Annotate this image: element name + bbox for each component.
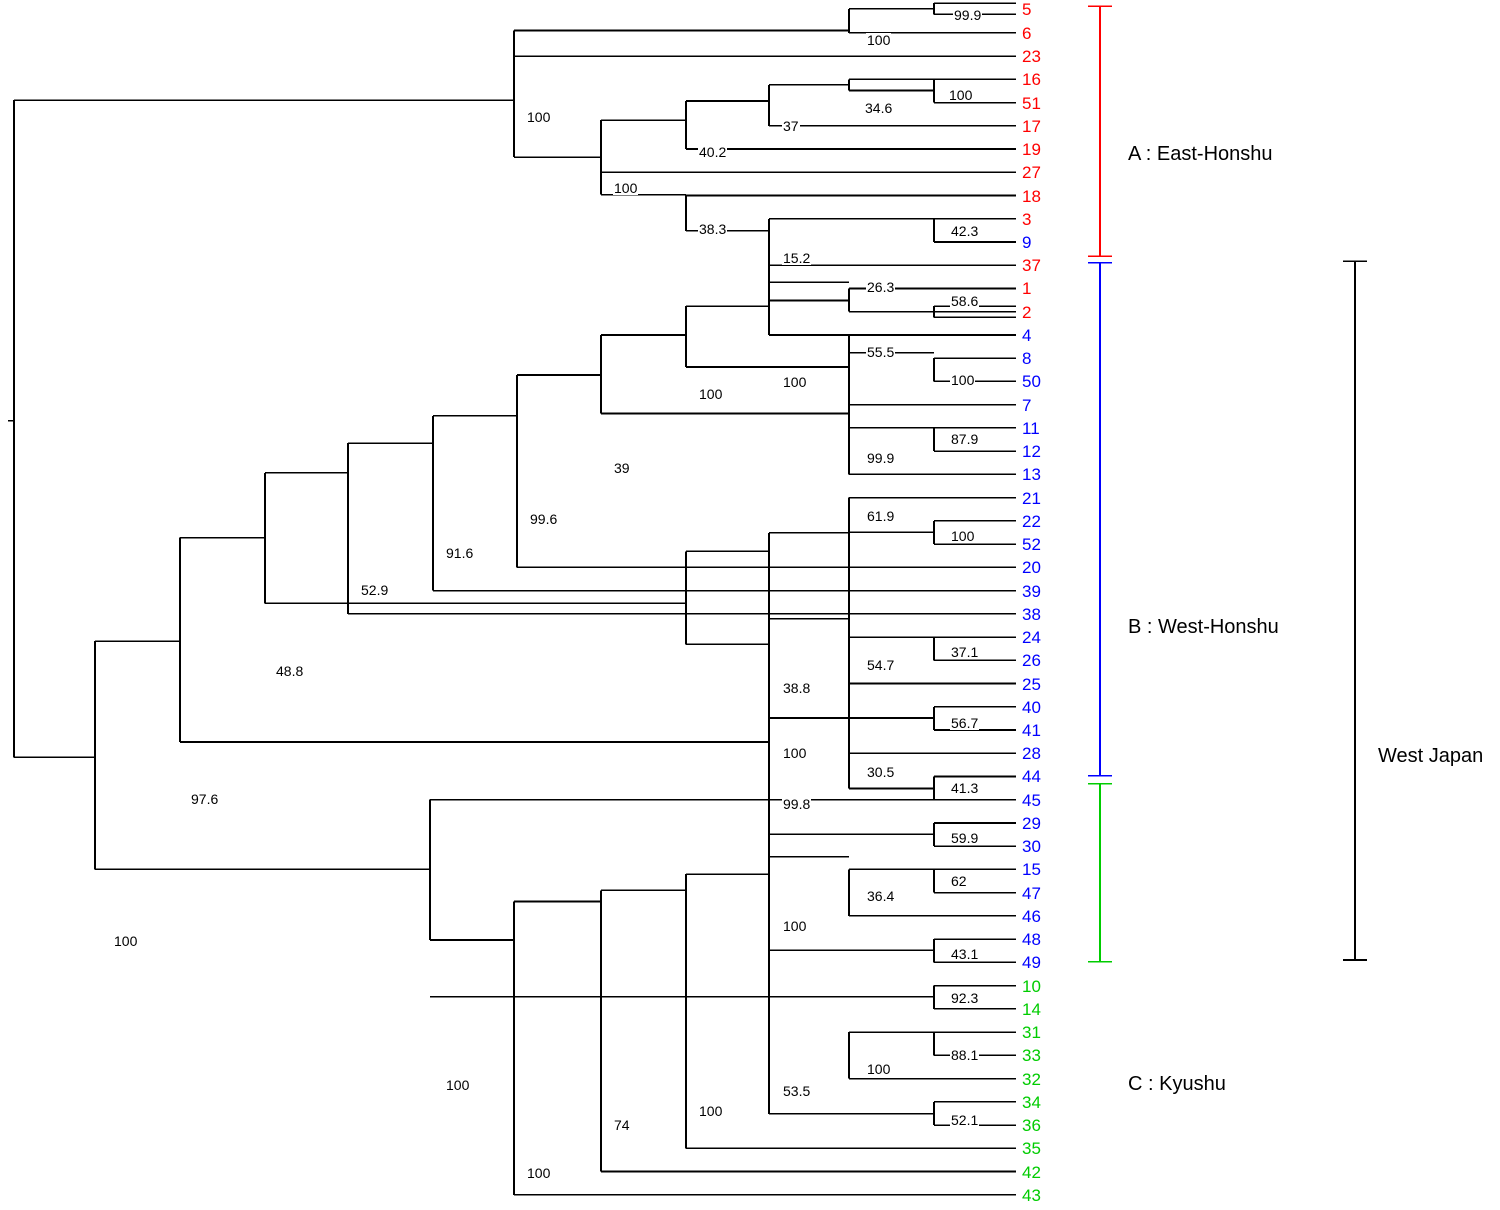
group-bracket-c <box>1088 784 1112 962</box>
tip-label-51: 51 <box>1022 93 1041 113</box>
tip-label-47: 47 <box>1022 883 1041 903</box>
bootstrap-value: 100 <box>951 372 975 388</box>
bootstrap-value: 99.6 <box>530 511 558 527</box>
tip-label-34: 34 <box>1022 1092 1041 1112</box>
bootstrap-value: 30.5 <box>867 764 895 780</box>
tip-label-44: 44 <box>1022 767 1041 787</box>
bootstrap-value: 100 <box>783 374 807 390</box>
bootstrap-value: 39 <box>614 460 630 476</box>
bootstrap-value: 53.5 <box>783 1083 811 1099</box>
tip-label-2: 2 <box>1022 302 1032 322</box>
tip-label-30: 30 <box>1022 837 1041 857</box>
tip-label-26: 26 <box>1022 651 1041 671</box>
tip-label-14: 14 <box>1022 999 1041 1019</box>
tip-label-41: 41 <box>1022 721 1041 740</box>
bootstrap-value: 88.1 <box>951 1047 979 1063</box>
tip-label-24: 24 <box>1022 628 1041 648</box>
bootstrap-value: 55.5 <box>867 344 895 360</box>
bootstrap-value: 100 <box>527 109 551 125</box>
bootstrap-value: 99.9 <box>954 7 982 23</box>
bootstrap-value: 97.6 <box>191 791 219 807</box>
bootstrap-value: 100 <box>867 32 891 48</box>
bootstrap-value: 34.6 <box>865 100 893 116</box>
tip-label-15: 15 <box>1022 860 1041 880</box>
group-bracket-a <box>1088 6 1112 256</box>
bootstrap-value: 100 <box>527 1165 551 1181</box>
tip-label-11: 11 <box>1022 418 1040 438</box>
tip-label-43: 43 <box>1022 1185 1041 1205</box>
tip-label-37: 37 <box>1022 256 1041 276</box>
tip-label-17: 17 <box>1022 116 1041 136</box>
bootstrap-value: 62 <box>951 873 967 889</box>
tip-label-5: 5 <box>1022 0 1032 19</box>
tip-label-39: 39 <box>1022 581 1041 601</box>
bootstrap-value: 37 <box>783 118 799 134</box>
bootstrap-value: 15.2 <box>783 250 811 266</box>
tip-label-1: 1 <box>1022 279 1032 299</box>
bootstrap-value: 59.9 <box>951 830 979 846</box>
group-bracket-west-japan <box>1343 261 1367 960</box>
bootstrap-value: 37.1 <box>951 644 979 660</box>
bootstrap-value: 99.8 <box>783 796 811 812</box>
bootstrap-value: 38.3 <box>699 221 727 237</box>
tip-label-33: 33 <box>1022 1046 1041 1066</box>
tip-label-3: 3 <box>1022 209 1032 229</box>
bootstrap-value: 40.2 <box>699 144 727 160</box>
tip-label-29: 29 <box>1022 813 1041 833</box>
tip-label-9: 9 <box>1022 233 1032 252</box>
bootstrap-value: 52.9 <box>361 582 389 598</box>
tip-label-16: 16 <box>1022 70 1041 90</box>
bootstrap-value: 41.3 <box>951 780 979 796</box>
bootstrap-value: 100 <box>867 1061 891 1077</box>
bootstrap-value: 87.9 <box>951 431 979 447</box>
bootstrap-value: 100 <box>614 180 638 196</box>
tip-label-50: 50 <box>1022 372 1041 392</box>
group-label-a: A : East-Honshu <box>1128 143 1273 165</box>
group-label-c: C : Kyushu <box>1128 1073 1226 1095</box>
tip-label-52: 52 <box>1022 535 1041 555</box>
bootstrap-value: 100 <box>949 87 973 103</box>
bootstrap-value: 26.3 <box>867 279 895 295</box>
bootstrap-value: 74 <box>614 1117 630 1133</box>
bootstrap-value: 92.3 <box>951 990 979 1006</box>
tip-label-27: 27 <box>1022 163 1041 183</box>
bootstrap-value: 61.9 <box>867 508 895 524</box>
bootstrap-value: 38.8 <box>783 680 811 696</box>
bootstrap-value: 100 <box>699 386 723 402</box>
group-label-b: B : West-Honshu <box>1128 616 1279 638</box>
tip-label-40: 40 <box>1022 697 1041 717</box>
tip-label-45: 45 <box>1022 790 1041 810</box>
tip-label-4: 4 <box>1022 325 1032 345</box>
bootstrap-value: 56.7 <box>951 715 979 731</box>
bootstrap-value: 36.4 <box>867 888 895 904</box>
bootstrap-value: 52.1 <box>951 1112 979 1128</box>
bootstrap-value: 100 <box>699 1103 723 1119</box>
tip-label-25: 25 <box>1022 674 1041 694</box>
tip-label-21: 21 <box>1022 488 1041 508</box>
tip-label-10: 10 <box>1022 976 1041 996</box>
bootstrap-value: 43.1 <box>951 946 979 962</box>
tip-label-23: 23 <box>1022 47 1041 67</box>
tip-label-12: 12 <box>1022 442 1041 462</box>
tip-label-28: 28 <box>1022 744 1041 764</box>
tip-label-36: 36 <box>1022 1116 1041 1136</box>
tip-label-8: 8 <box>1022 349 1032 369</box>
bootstrap-value: 100 <box>951 528 975 544</box>
tip-label-46: 46 <box>1022 906 1041 926</box>
tip-label-48: 48 <box>1022 930 1041 950</box>
group-bracket-b <box>1088 263 1112 776</box>
bootstrap-value: 100 <box>783 745 807 761</box>
tip-label-42: 42 <box>1022 1162 1041 1182</box>
tip-label-31: 31 <box>1022 1023 1041 1043</box>
tip-label-22: 22 <box>1022 511 1041 531</box>
group-label-wj: West Japan <box>1378 745 1484 767</box>
tip-label-19: 19 <box>1022 140 1041 160</box>
bootstrap-value: 99.9 <box>867 450 895 466</box>
tip-label-35: 35 <box>1022 1139 1041 1159</box>
tip-label-49: 49 <box>1022 953 1041 973</box>
tip-label-32: 32 <box>1022 1069 1041 1089</box>
bootstrap-value: 91.6 <box>446 545 474 561</box>
bootstrap-value: 100 <box>783 918 807 934</box>
tip-label-38: 38 <box>1022 604 1041 624</box>
tip-label-18: 18 <box>1022 186 1041 206</box>
tip-label-6: 6 <box>1022 23 1032 43</box>
bootstrap-value: 58.6 <box>951 293 979 309</box>
tip-label-20: 20 <box>1022 558 1041 578</box>
bootstrap-value: 100 <box>446 1077 470 1093</box>
bootstrap-value: 100 <box>114 933 138 949</box>
bootstrap-value: 48.8 <box>276 663 304 679</box>
tip-label-7: 7 <box>1022 395 1032 415</box>
bootstrap-value: 54.7 <box>867 657 895 673</box>
bootstrap-value: 42.3 <box>951 223 979 239</box>
tip-label-13: 13 <box>1022 465 1041 485</box>
